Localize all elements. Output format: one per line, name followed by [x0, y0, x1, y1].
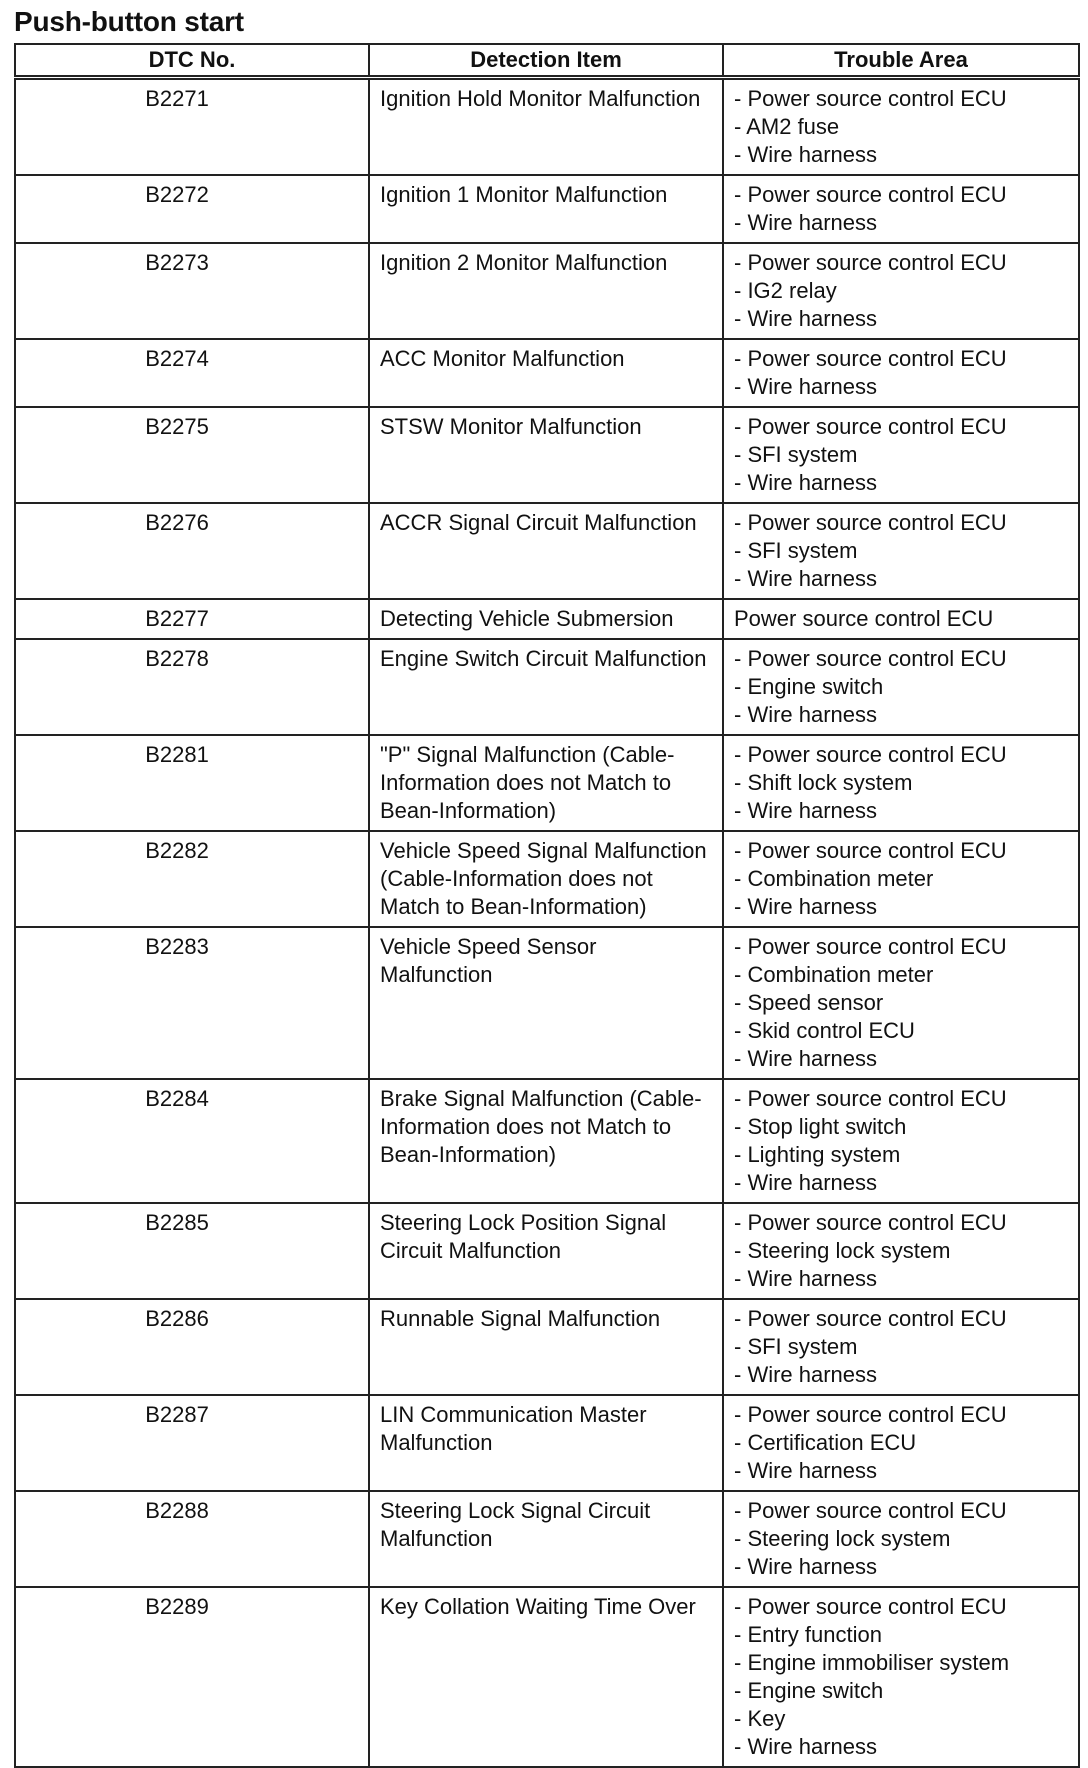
- trouble-area-cell: [723, 735, 1079, 831]
- page-title: Push-button start: [14, 6, 244, 37]
- trouble-area-item: - Wire harness: [734, 702, 878, 727]
- dtc-code-cell: B2273: [15, 243, 369, 339]
- trouble-area-cell: [723, 1299, 1079, 1395]
- detection-item-cell: Engine Switch Circuit Malfunction: [369, 639, 723, 735]
- table-row: [15, 735, 1079, 831]
- dtc-code-cell: B2282: [15, 831, 369, 927]
- table-row: [15, 639, 1079, 735]
- trouble-area-cell: [723, 1079, 1079, 1203]
- detection-item-cell: ACC Monitor Malfunction: [369, 339, 723, 407]
- dtc-table: [14, 43, 1080, 1768]
- trouble-area-item: - Wire harness: [734, 470, 878, 495]
- trouble-area-item: - Wire harness: [734, 306, 878, 331]
- trouble-area-item: - Power source control ECU: [734, 934, 1007, 959]
- trouble-area-item: - Power source control ECU: [734, 1402, 1007, 1427]
- detection-item-cell: Brake Signal Malfunction (Cable-Information does not Match to Bean-Information): [369, 1079, 723, 1203]
- trouble-area-cell: [723, 407, 1079, 503]
- trouble-area-item: Power source control ECU: [734, 606, 994, 631]
- detection-item-cell: Ignition Hold Monitor Malfunction: [369, 78, 723, 176]
- trouble-area-item: - Wire harness: [734, 374, 878, 399]
- trouble-area-item: - Power source control ECU: [734, 646, 1007, 671]
- trouble-area-item: - AM2 fuse: [734, 114, 840, 139]
- detection-item-cell: LIN Communication Master Malfunction: [369, 1395, 723, 1491]
- trouble-area-item: - Wire harness: [734, 1554, 878, 1579]
- trouble-area-cell: [723, 243, 1079, 339]
- trouble-area-item: - Power source control ECU: [734, 742, 1007, 767]
- dtc-code-cell: B2272: [15, 175, 369, 243]
- dtc-code-cell: B2286: [15, 1299, 369, 1395]
- table-row: [15, 927, 1079, 1079]
- trouble-area-cell: [723, 1395, 1079, 1491]
- detection-item-cell: Vehicle Speed Signal Malfunction (Cable-Information does not Match to Bean-Information): [369, 831, 723, 927]
- table-row: [15, 503, 1079, 599]
- detection-item-cell: "P" Signal Malfunction (Cable-Information does not Match to Bean-Information): [369, 735, 723, 831]
- dtc-code-cell: B2276: [15, 503, 369, 599]
- header-detection-item: Detection Item: [369, 44, 723, 78]
- detection-item-cell: Ignition 1 Monitor Malfunction: [369, 175, 723, 243]
- table-row: [15, 78, 1079, 176]
- trouble-area-item: - Power source control ECU: [734, 1306, 1007, 1331]
- table-row: [15, 407, 1079, 503]
- trouble-area-item: - SFI system: [734, 538, 858, 563]
- trouble-area-item: - Power source control ECU: [734, 838, 1007, 863]
- trouble-area-item: - Wire harness: [734, 894, 878, 919]
- table-body: [15, 78, 1079, 1768]
- dtc-code-cell: B2274: [15, 339, 369, 407]
- trouble-area-item: - Skid control ECU: [734, 1018, 915, 1043]
- detection-item-cell: Vehicle Speed Sensor Malfunction: [369, 927, 723, 1079]
- trouble-area-item: - Certification ECU: [734, 1430, 917, 1455]
- trouble-area-item: - Stop light switch: [734, 1114, 907, 1139]
- trouble-area-item: - Key: [734, 1706, 786, 1731]
- trouble-area-item: - Engine switch: [734, 1678, 884, 1703]
- trouble-area-item: - Power source control ECU: [734, 346, 1007, 371]
- table-row: [15, 599, 1079, 639]
- trouble-area-item: - Power source control ECU: [734, 250, 1007, 275]
- trouble-area-item: - Speed sensor: [734, 990, 884, 1015]
- header-dtc-no: DTC No.: [15, 44, 369, 78]
- trouble-area-item: - Power source control ECU: [734, 1086, 1007, 1111]
- trouble-area-item: - Power source control ECU: [734, 1210, 1007, 1235]
- detection-item-cell: Ignition 2 Monitor Malfunction: [369, 243, 723, 339]
- header-trouble-area: Trouble Area: [723, 44, 1079, 78]
- trouble-area-item: - Steering lock system: [734, 1526, 951, 1551]
- table-row: [15, 1491, 1079, 1587]
- trouble-area-item: - Combination meter: [734, 866, 934, 891]
- detection-item-cell: Key Collation Waiting Time Over: [369, 1587, 723, 1767]
- table-row: [15, 339, 1079, 407]
- trouble-area-cell: [723, 831, 1079, 927]
- table-row: [15, 1203, 1079, 1299]
- table-row: [15, 831, 1079, 927]
- dtc-code-cell: B2281: [15, 735, 369, 831]
- trouble-area-item: - Wire harness: [734, 1362, 878, 1387]
- trouble-area-cell: [723, 1491, 1079, 1587]
- trouble-area-item: - Wire harness: [734, 142, 878, 167]
- dtc-code-cell: B2284: [15, 1079, 369, 1203]
- dtc-code-cell: B2287: [15, 1395, 369, 1491]
- trouble-area-item: - Power source control ECU: [734, 414, 1007, 439]
- dtc-code-cell: B2285: [15, 1203, 369, 1299]
- detection-item-cell: ACCR Signal Circuit Malfunction: [369, 503, 723, 599]
- trouble-area-item: - Wire harness: [734, 1046, 878, 1071]
- trouble-area-item: - Lighting system: [734, 1142, 901, 1167]
- trouble-area-item: - Wire harness: [734, 1266, 878, 1291]
- table-row: [15, 1299, 1079, 1395]
- trouble-area-item: - Engine immobiliser system: [734, 1650, 1010, 1675]
- trouble-area-item: - Entry function: [734, 1622, 882, 1647]
- trouble-area-item: - Wire harness: [734, 1170, 878, 1195]
- detection-item-cell: STSW Monitor Malfunction: [369, 407, 723, 503]
- trouble-area-item: - Wire harness: [734, 210, 878, 235]
- trouble-area-cell: [723, 1203, 1079, 1299]
- trouble-area-cell: [723, 599, 1079, 639]
- trouble-area-item: - IG2 relay: [734, 278, 837, 303]
- trouble-area-item: - Wire harness: [734, 798, 878, 823]
- table-row: [15, 243, 1079, 339]
- table-row: [15, 1079, 1079, 1203]
- trouble-area-item: - Engine switch: [734, 674, 884, 699]
- trouble-area-item: - Power source control ECU: [734, 1594, 1007, 1619]
- trouble-area-cell: [723, 1587, 1079, 1767]
- trouble-area-item: - Combination meter: [734, 962, 934, 987]
- trouble-area-cell: [723, 503, 1079, 599]
- detection-item-cell: Runnable Signal Malfunction: [369, 1299, 723, 1395]
- trouble-area-item: - SFI system: [734, 1334, 858, 1359]
- detection-item-cell: Steering Lock Signal Circuit Malfunction: [369, 1491, 723, 1587]
- trouble-area-item: - Power source control ECU: [734, 1498, 1007, 1523]
- trouble-area-item: - SFI system: [734, 442, 858, 467]
- dtc-code-cell: B2277: [15, 599, 369, 639]
- trouble-area-cell: [723, 175, 1079, 243]
- dtc-code-cell: B2288: [15, 1491, 369, 1587]
- trouble-area-cell: [723, 639, 1079, 735]
- trouble-area-item: - Power source control ECU: [734, 86, 1007, 111]
- dtc-code-cell: B2289: [15, 1587, 369, 1767]
- table-row: [15, 175, 1079, 243]
- trouble-area-item: - Shift lock system: [734, 770, 913, 795]
- trouble-area-item: - Wire harness: [734, 566, 878, 591]
- table-row: [15, 1395, 1079, 1491]
- trouble-area-cell: [723, 78, 1079, 176]
- dtc-code-cell: B2271: [15, 78, 369, 176]
- dtc-code-cell: B2283: [15, 927, 369, 1079]
- trouble-area-item: - Steering lock system: [734, 1238, 951, 1263]
- trouble-area-cell: [723, 339, 1079, 407]
- dtc-code-cell: B2278: [15, 639, 369, 735]
- dtc-code-cell: B2275: [15, 407, 369, 503]
- table-header-row: [15, 44, 1079, 78]
- trouble-area-item: - Wire harness: [734, 1458, 878, 1483]
- trouble-area-cell: [723, 927, 1079, 1079]
- table-row: [15, 1587, 1079, 1767]
- detection-item-cell: Detecting Vehicle Submersion: [369, 599, 723, 639]
- trouble-area-item: - Wire harness: [734, 1734, 878, 1759]
- detection-item-cell: Steering Lock Position Signal Circuit Malfunction: [369, 1203, 723, 1299]
- trouble-area-item: - Power source control ECU: [734, 182, 1007, 207]
- trouble-area-item: - Power source control ECU: [734, 510, 1007, 535]
